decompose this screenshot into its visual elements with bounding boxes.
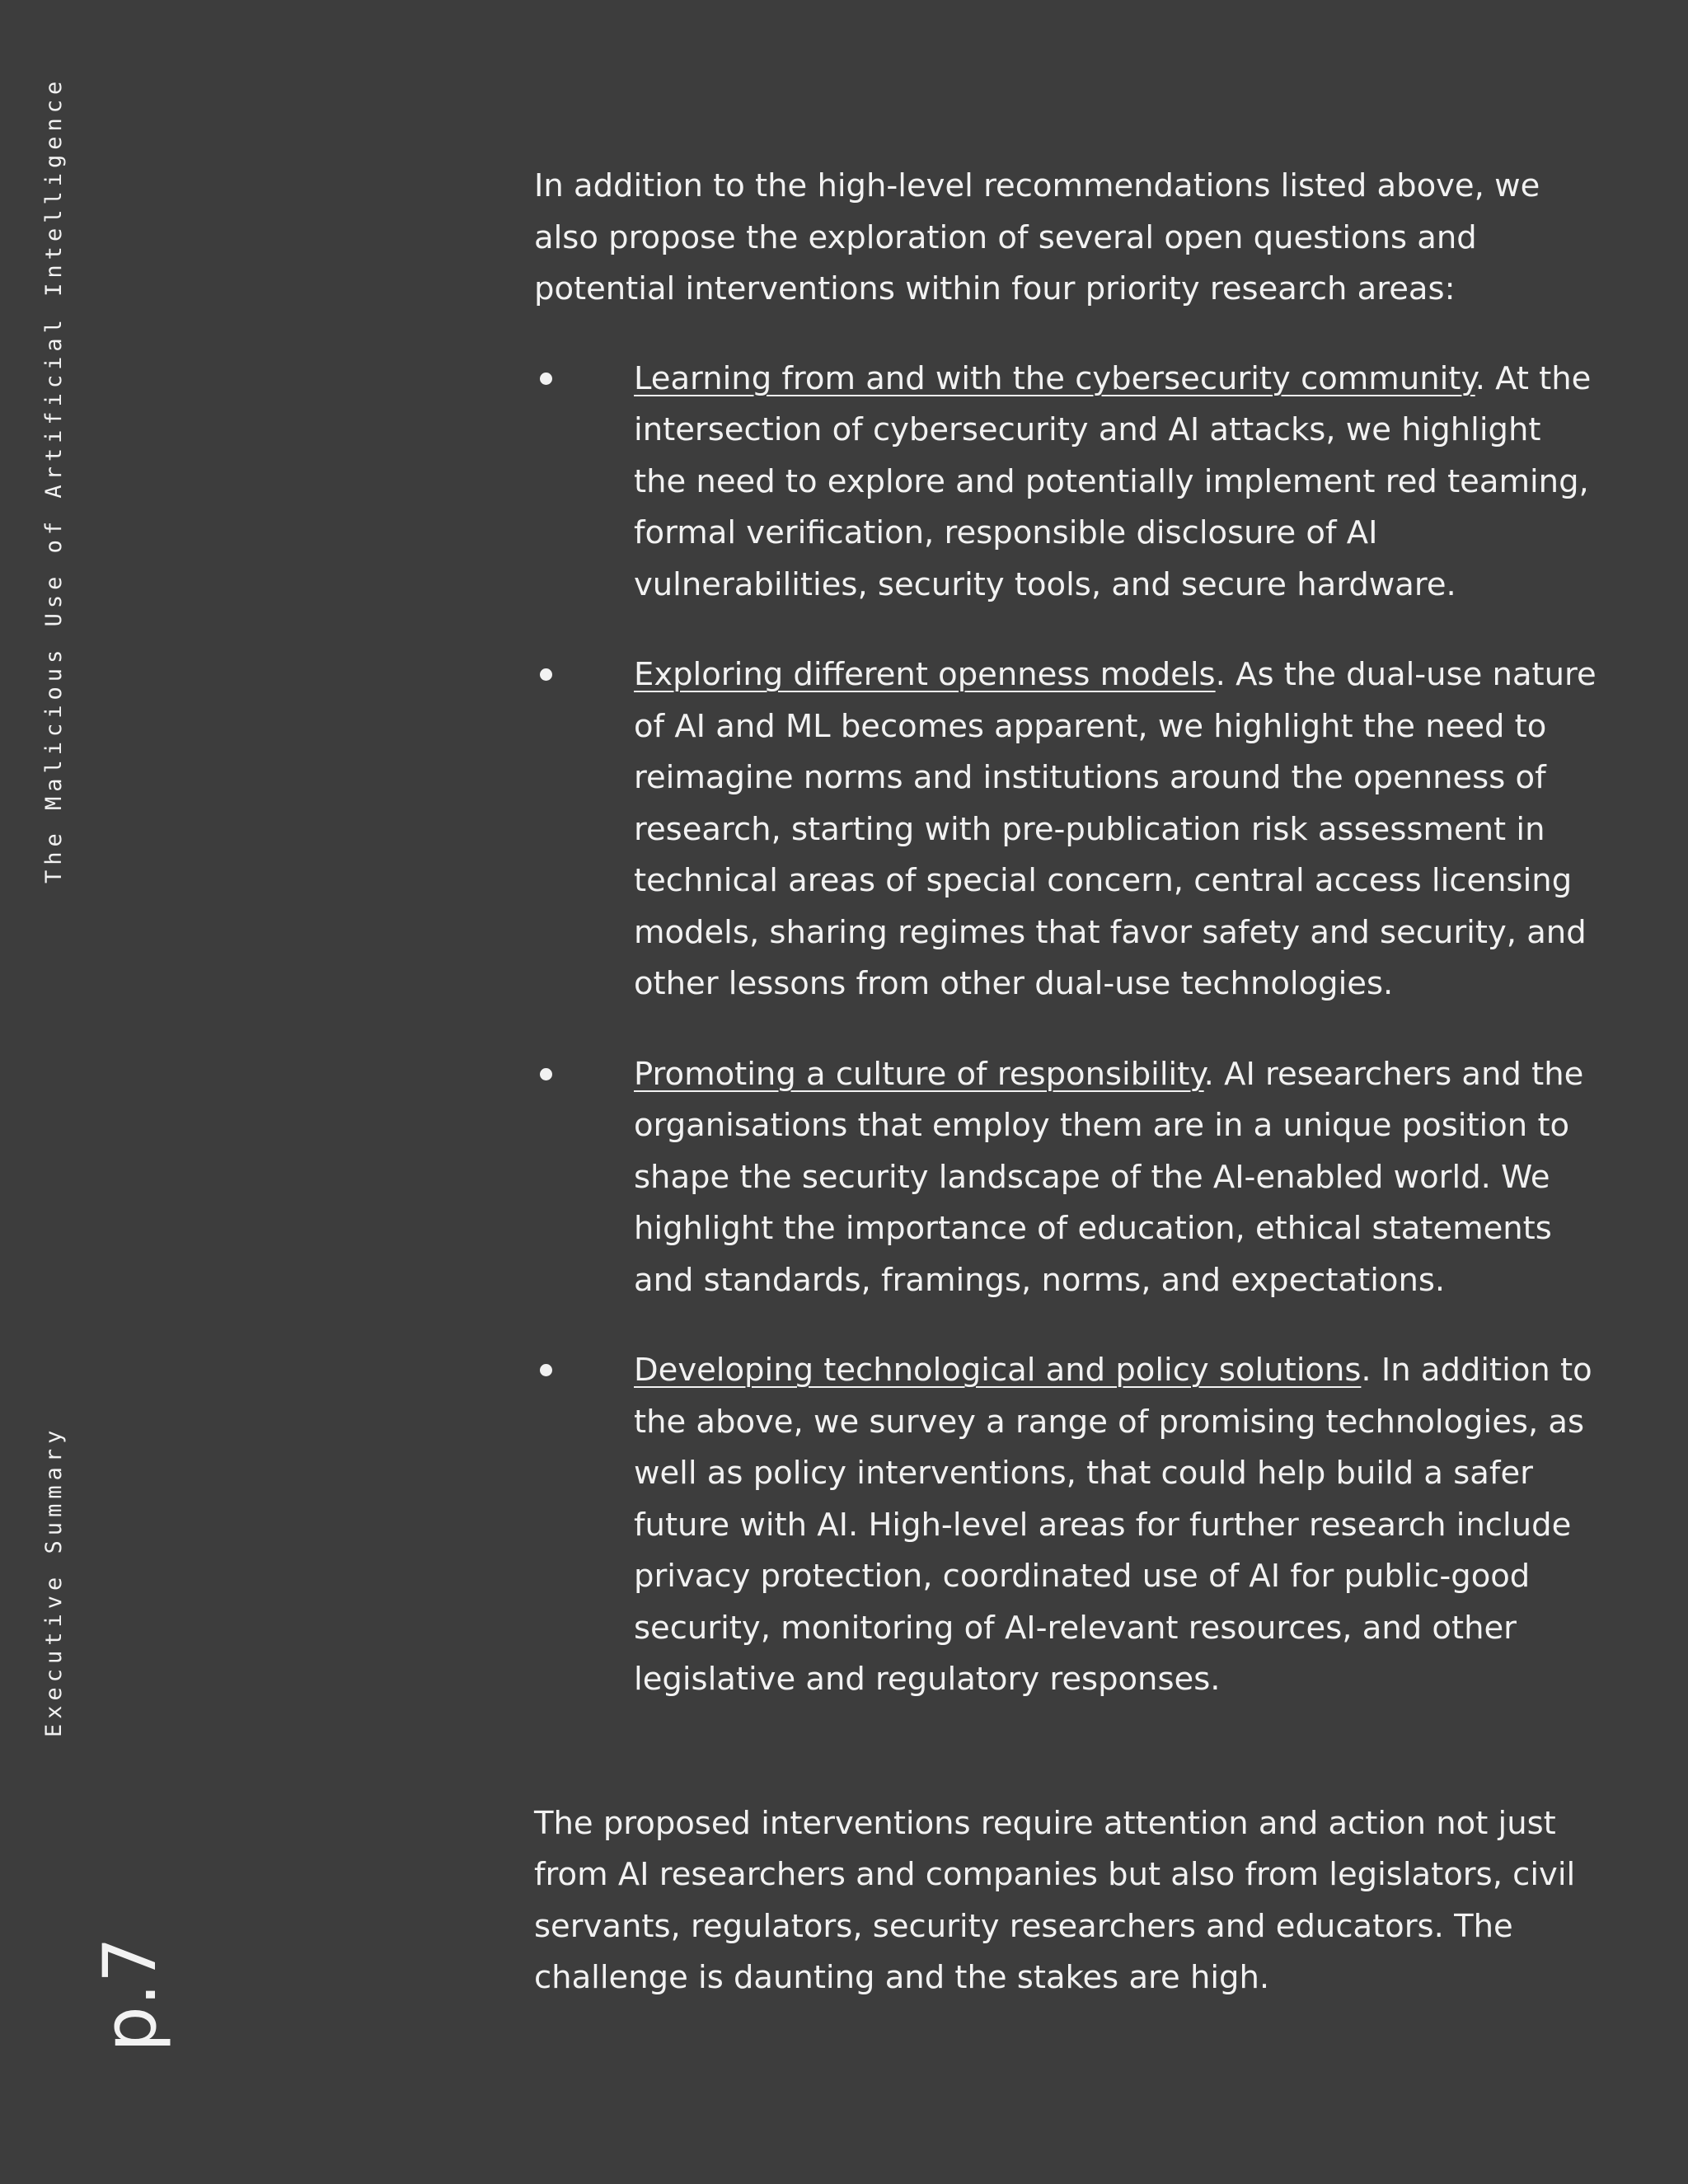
area-text: . AI researchers and the organisations that employ them are in a unique position to shape the security landscape of the AI-enabled world. We highlight the importance of education, ethical statements and standards, framings, norms, and expectations. — [634, 1055, 1584, 1299]
list-item — [534, 1345, 1597, 1706]
document-title: The Malicious Use of Artificial Intelligence — [41, 76, 67, 883]
main-content — [534, 161, 1597, 2004]
area-heading-link[interactable]: Developing technological and policy solutions — [634, 1352, 1362, 1389]
research-areas-list — [534, 354, 1597, 1706]
area-text: . At the intersection of cybersecurity and AI attacks, we highlight the need to explore and potentially implement red teaming, formal verification, responsible disclosure of AI vulnerabilities, security tools, and secure hardware. — [634, 359, 1592, 603]
page-number: p.7 — [87, 1937, 172, 2052]
area-heading-link[interactable]: Promoting a culture of responsibility — [634, 1055, 1204, 1093]
area-text: . In addition to the above, we survey a range of promising technologies, as well as policy interventions, that could help build a safer future with AI. High-level areas for further research include privacy protection, coordinated use of AI for public-good security, monitoring of AI-relevant resources, and other legislative and regulatory responses. — [634, 1352, 1592, 1698]
closing-paragraph: The proposed interventions require attention and action not just from AI researchers and companies but also from legislators, civil servants, regulators, security researchers and educators. The challenge is daunting and the stakes are high. — [534, 1804, 1576, 1996]
bullet-icon — [540, 1068, 552, 1080]
list-item — [534, 649, 1597, 1010]
area-heading-link[interactable]: Exploring different openness models — [634, 656, 1216, 693]
bullet-icon — [540, 1364, 552, 1376]
section-title: Executive Summary — [41, 1425, 67, 1737]
area-heading-link[interactable]: Learning from and with the cybersecurity community — [634, 359, 1475, 397]
bullet-icon — [540, 668, 552, 681]
list-item — [534, 354, 1597, 612]
intro-paragraph: In addition to the high-level recommendations listed above, we also propose the exploration of several open questions and potential interventions within four priority research areas: — [534, 167, 1540, 307]
bullet-icon — [540, 373, 552, 385]
list-item — [534, 1049, 1597, 1307]
area-text: . As the dual-use nature of AI and ML becomes apparent, we highlight the need to reimagine norms and institutions around the openness of research, starting with pre-publication risk assessment in technical areas of special concern, central access licensing models, sharing regimes that favor safety and security, and other lessons from other dual-use technologies. — [634, 656, 1597, 1002]
